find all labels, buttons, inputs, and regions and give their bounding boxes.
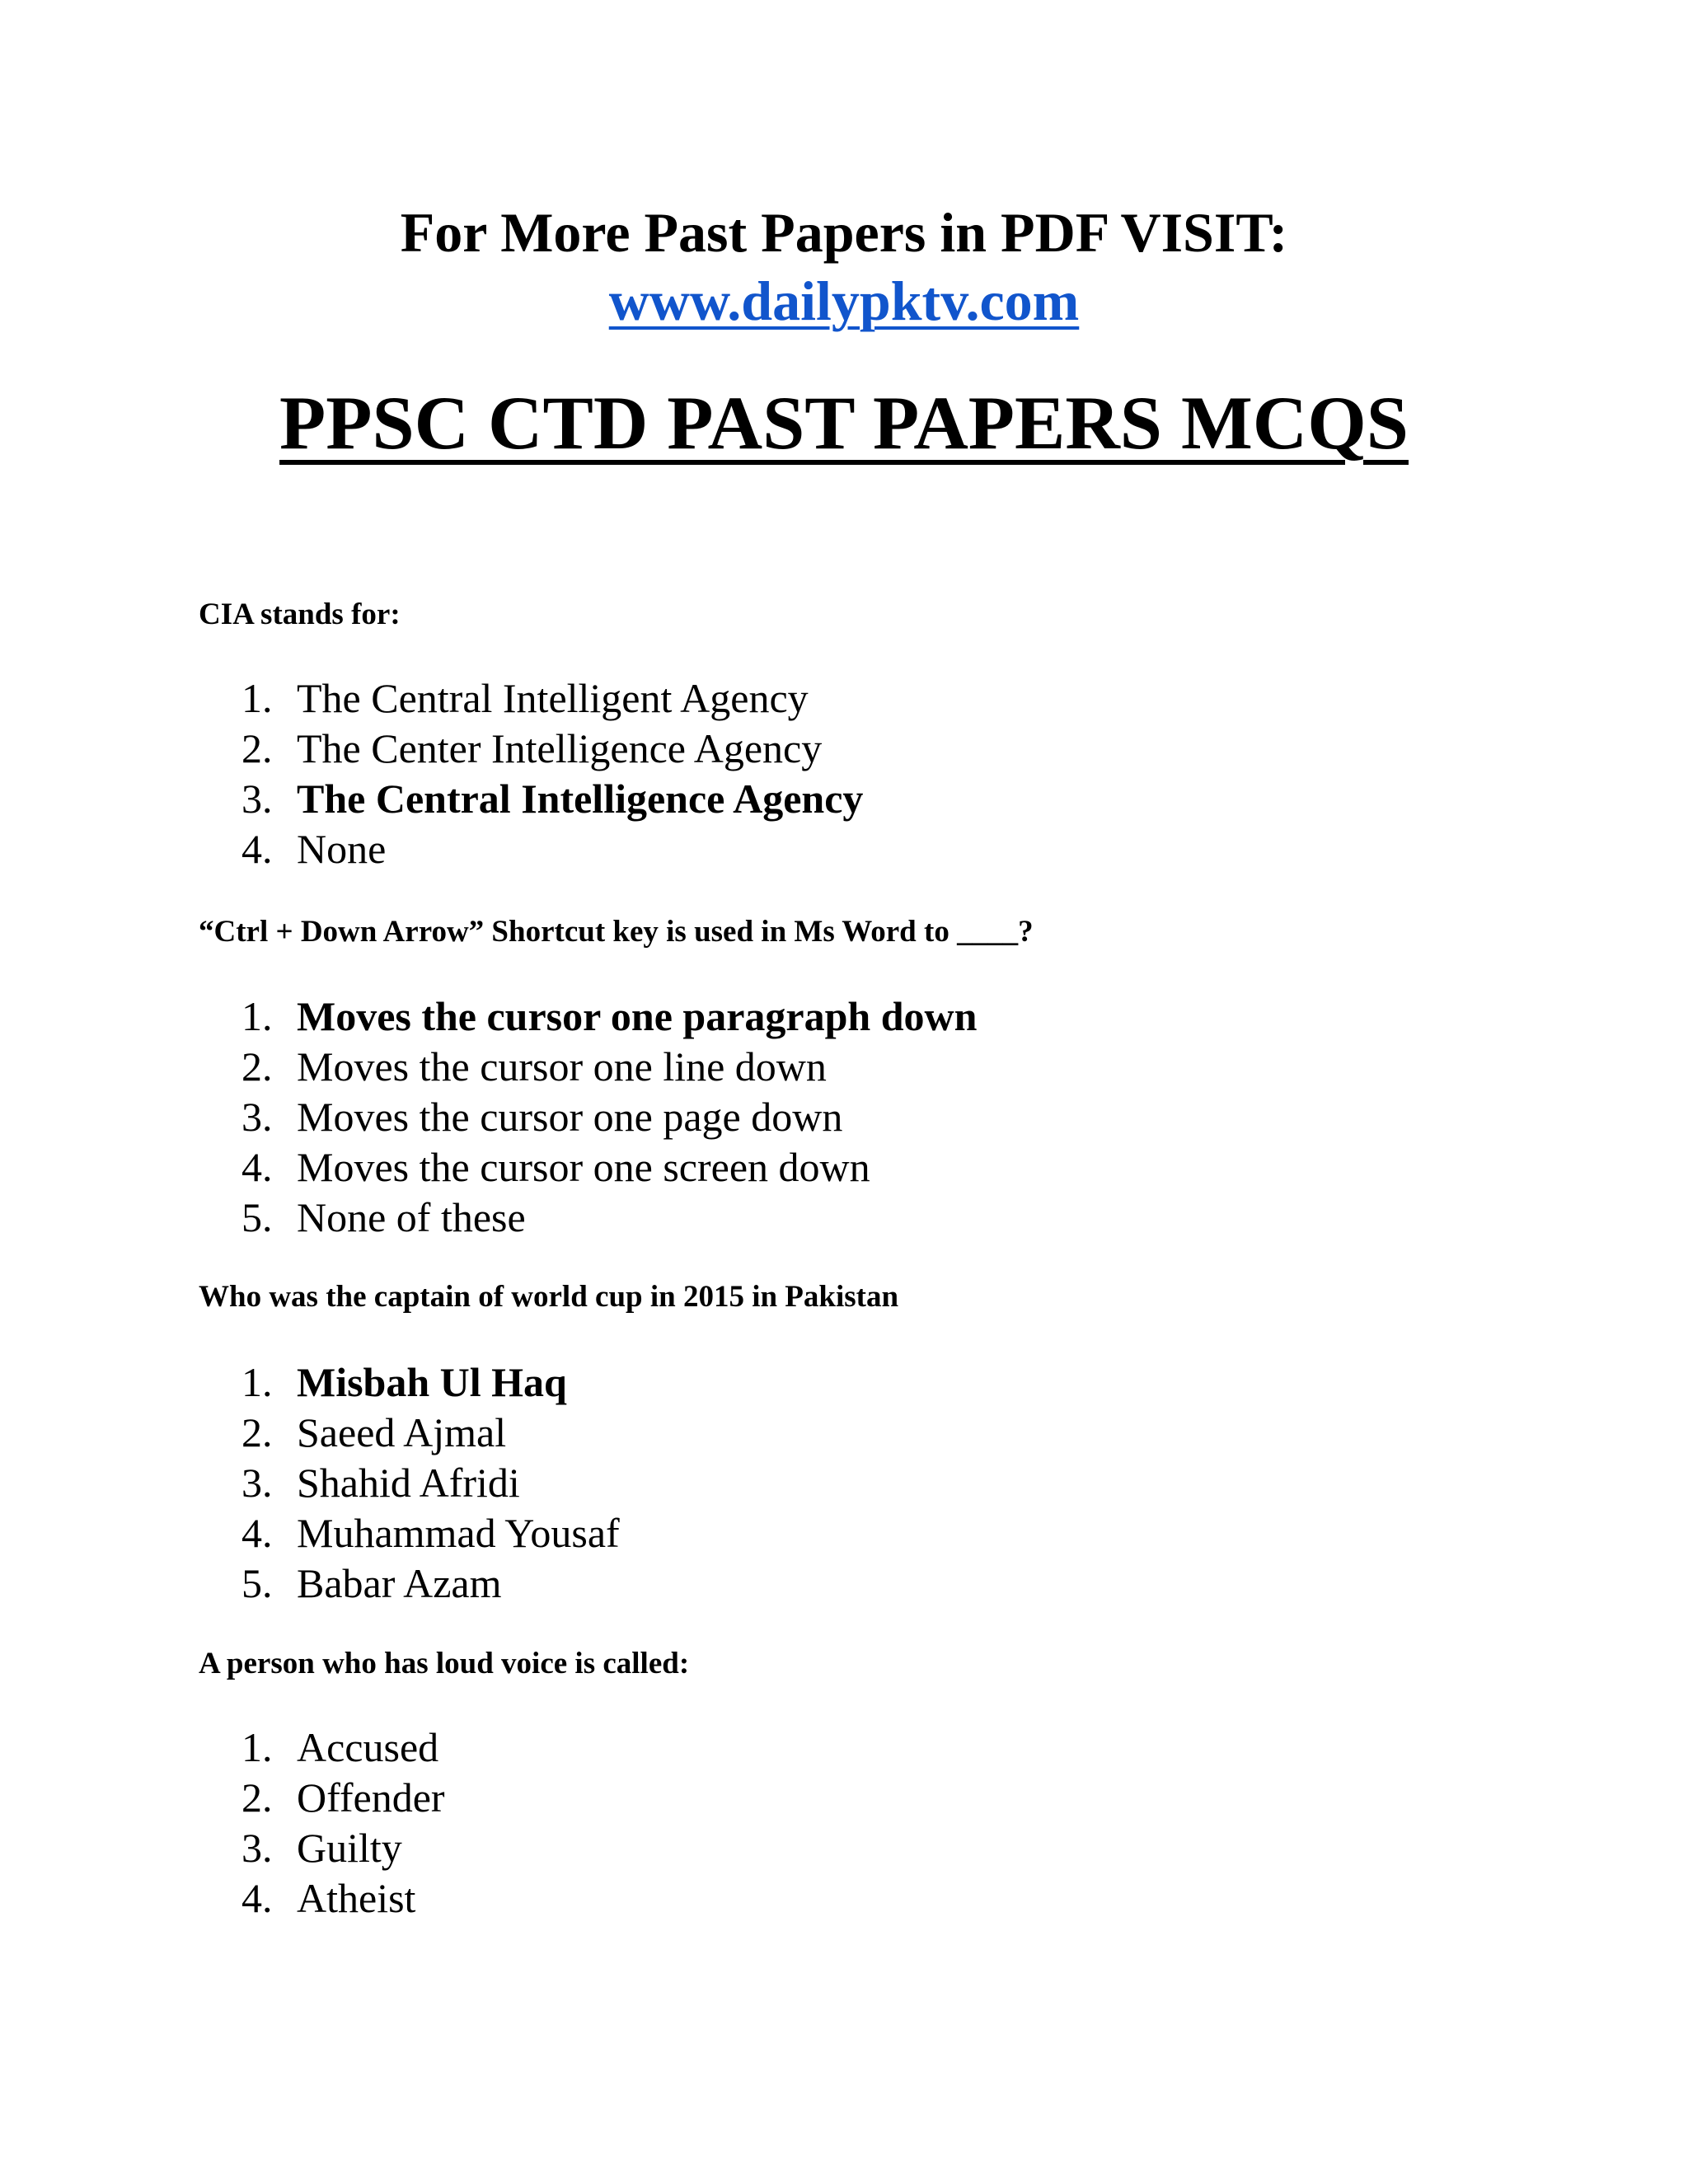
option-number: 5. [241,1560,273,1606]
option-text: Moves the cursor one screen down [297,1144,870,1190]
option-item-correct [241,991,977,1042]
option-item [241,1773,445,1823]
option-item [241,1458,620,1508]
question-2-options [241,991,977,1243]
option-item [241,1558,620,1609]
option-number: 3. [241,776,273,822]
option-number: 1. [241,675,273,721]
website-link[interactable]: www.dailypktv.com [608,269,1080,332]
option-number: 1. [241,1724,273,1770]
option-text: Moves the cursor one line down [297,1043,827,1090]
option-number: 4. [241,1875,273,1921]
question-4-options [241,1722,445,1924]
option-number: 4. [241,1510,273,1556]
option-number: 2. [241,1774,273,1821]
question-3: Who was the captain of world cup in 2015 in Pakistan [199,1280,899,1314]
question-1-options [241,673,863,874]
option-number: 4. [241,826,273,872]
option-number: 4. [241,1144,273,1190]
option-item-correct [241,774,863,824]
page-title: PPSC CTD PAST PAPERS MCQS [279,381,1409,465]
option-item [241,1193,977,1243]
option-text: The Center Intelligence Agency [297,725,823,771]
option-item [241,824,863,874]
option-item [241,1092,977,1142]
option-text: None of these [297,1194,526,1240]
option-item [241,1408,620,1458]
option-number: 2. [241,1043,273,1090]
option-item [241,673,863,724]
option-text: Shahid Afridi [297,1460,520,1506]
question-2: “Ctrl + Down Arrow” Shortcut key is used in Ms Word to ____? [199,915,1034,949]
option-item [241,1873,445,1924]
option-item [241,1823,445,1873]
option-text: Atheist [297,1875,416,1921]
visit-heading: For More Past Papers in PDF VISIT: [400,201,1288,264]
option-item [241,1722,445,1773]
option-number: 3. [241,1460,273,1506]
question-1: CIA stands for: [199,598,401,631]
option-number: 3. [241,1825,273,1871]
option-text: Moves the cursor one paragraph down [297,993,978,1039]
option-text: Accused [297,1724,439,1770]
option-item [241,1142,977,1193]
option-text: Moves the cursor one page down [297,1094,843,1140]
option-text: Guilty [297,1825,402,1871]
option-item [241,724,863,774]
option-item [241,1508,620,1558]
option-item [241,1042,977,1092]
option-number: 2. [241,1409,273,1455]
question-3-options [241,1357,620,1609]
option-text: Babar Azam [297,1560,502,1606]
option-text: Offender [297,1774,445,1821]
option-number: 2. [241,725,273,771]
option-text: Saeed Ajmal [297,1409,507,1455]
option-number: 1. [241,1359,273,1405]
option-text: Misbah Ul Haq [297,1359,567,1405]
option-item-correct [241,1357,620,1408]
option-text: The Central Intelligent Agency [297,675,809,721]
option-text: The Central Intelligence Agency [297,776,864,822]
option-number: 5. [241,1194,273,1240]
option-number: 1. [241,993,273,1039]
option-text: Muhammad Yousaf [297,1510,620,1556]
option-number: 3. [241,1094,273,1140]
option-text: None [297,826,387,872]
question-4: A person who has loud voice is called: [199,1647,690,1680]
